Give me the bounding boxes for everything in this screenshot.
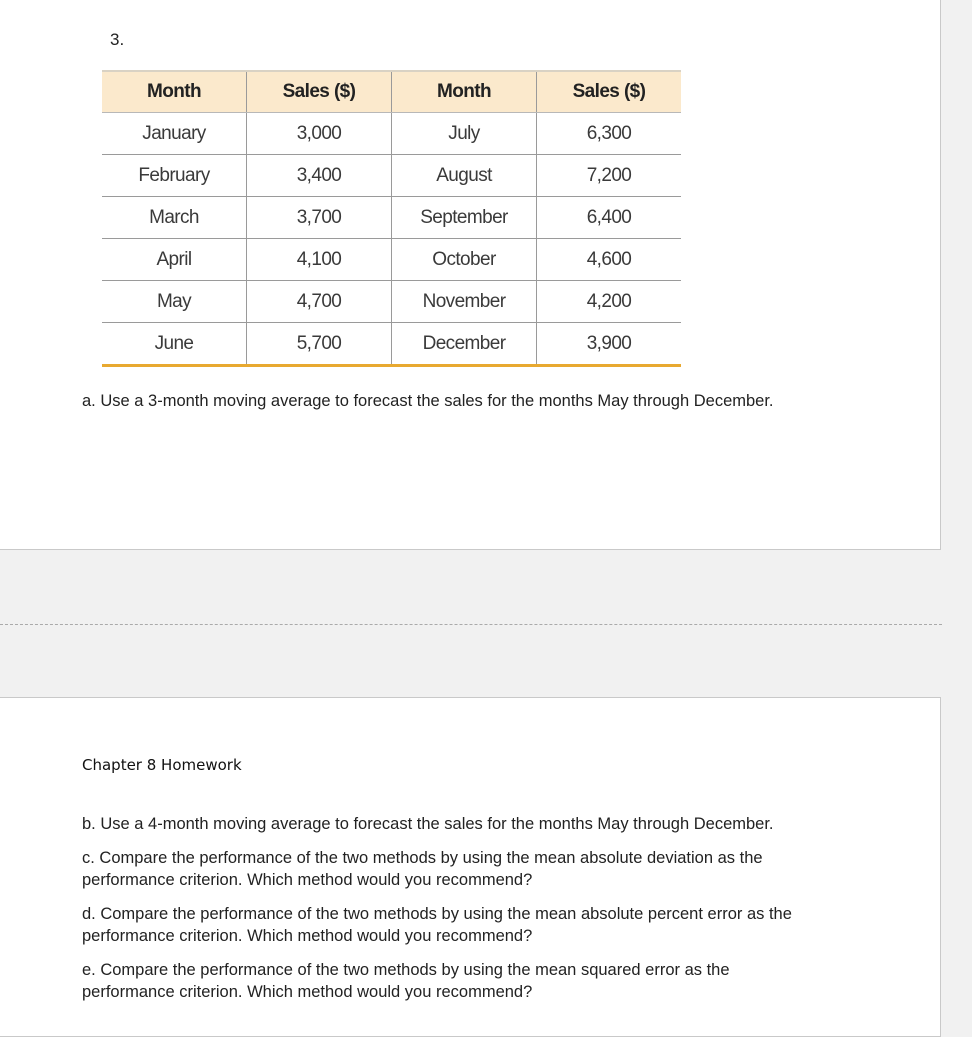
question-e: e. Compare the performance of the two methods by using the mean squared error as the performance criterion. Which method would you recommend?: [82, 961, 730, 1001]
table-cell: 6,400: [537, 197, 682, 239]
table-cell: March: [102, 197, 247, 239]
page-break-divider: [0, 624, 942, 625]
question-b: b. Use a 4-month moving average to forecast the sales for the months May through December.: [82, 815, 774, 833]
table-cell: September: [392, 197, 537, 239]
table-cell: 6,300: [537, 113, 682, 155]
table-cell: April: [102, 239, 247, 281]
question-d: d. Compare the performance of the two methods by using the mean absolute percent error as the performance criterion. Which method would you recommend?: [82, 905, 792, 945]
table-cell: 4,200: [537, 281, 682, 323]
problem-number: 3.: [110, 30, 125, 49]
table-cell: August: [392, 155, 537, 197]
table-row: [102, 113, 681, 155]
table-cell: January: [102, 113, 247, 155]
table-row: [102, 323, 681, 366]
question-c: c. Compare the performance of the two methods by using the mean absolute deviation as the performance criterion. Which method would you recommend?: [82, 849, 763, 889]
table-row: [102, 239, 681, 281]
header-month-1: Month: [102, 71, 247, 113]
table-cell: November: [392, 281, 537, 323]
table-header-row: [102, 71, 681, 113]
table-cell: 7,200: [537, 155, 682, 197]
sales-table: [102, 70, 681, 367]
header-month-2: Month: [392, 71, 537, 113]
table-cell: 4,700: [247, 281, 392, 323]
table-cell: February: [102, 155, 247, 197]
table-cell: December: [392, 323, 537, 366]
header-sales-1: Sales ($): [247, 71, 392, 113]
table-row: [102, 155, 681, 197]
table-cell: 3,400: [247, 155, 392, 197]
header-sales-2: Sales ($): [537, 71, 682, 113]
table-cell: October: [392, 239, 537, 281]
table-cell: 3,000: [247, 113, 392, 155]
table-row: [102, 281, 681, 323]
table-cell: 4,600: [537, 239, 682, 281]
table-cell: 4,100: [247, 239, 392, 281]
table-row: [102, 197, 681, 239]
question-a: a. Use a 3-month moving average to forecast the sales for the months May through December.: [82, 392, 774, 410]
table-cell: 5,700: [247, 323, 392, 366]
chapter-title: Chapter 8 Homework: [82, 756, 242, 774]
table-cell: July: [392, 113, 537, 155]
table-cell: 3,700: [247, 197, 392, 239]
table-cell: May: [102, 281, 247, 323]
table-cell: 3,900: [537, 323, 682, 366]
table-cell: June: [102, 323, 247, 366]
